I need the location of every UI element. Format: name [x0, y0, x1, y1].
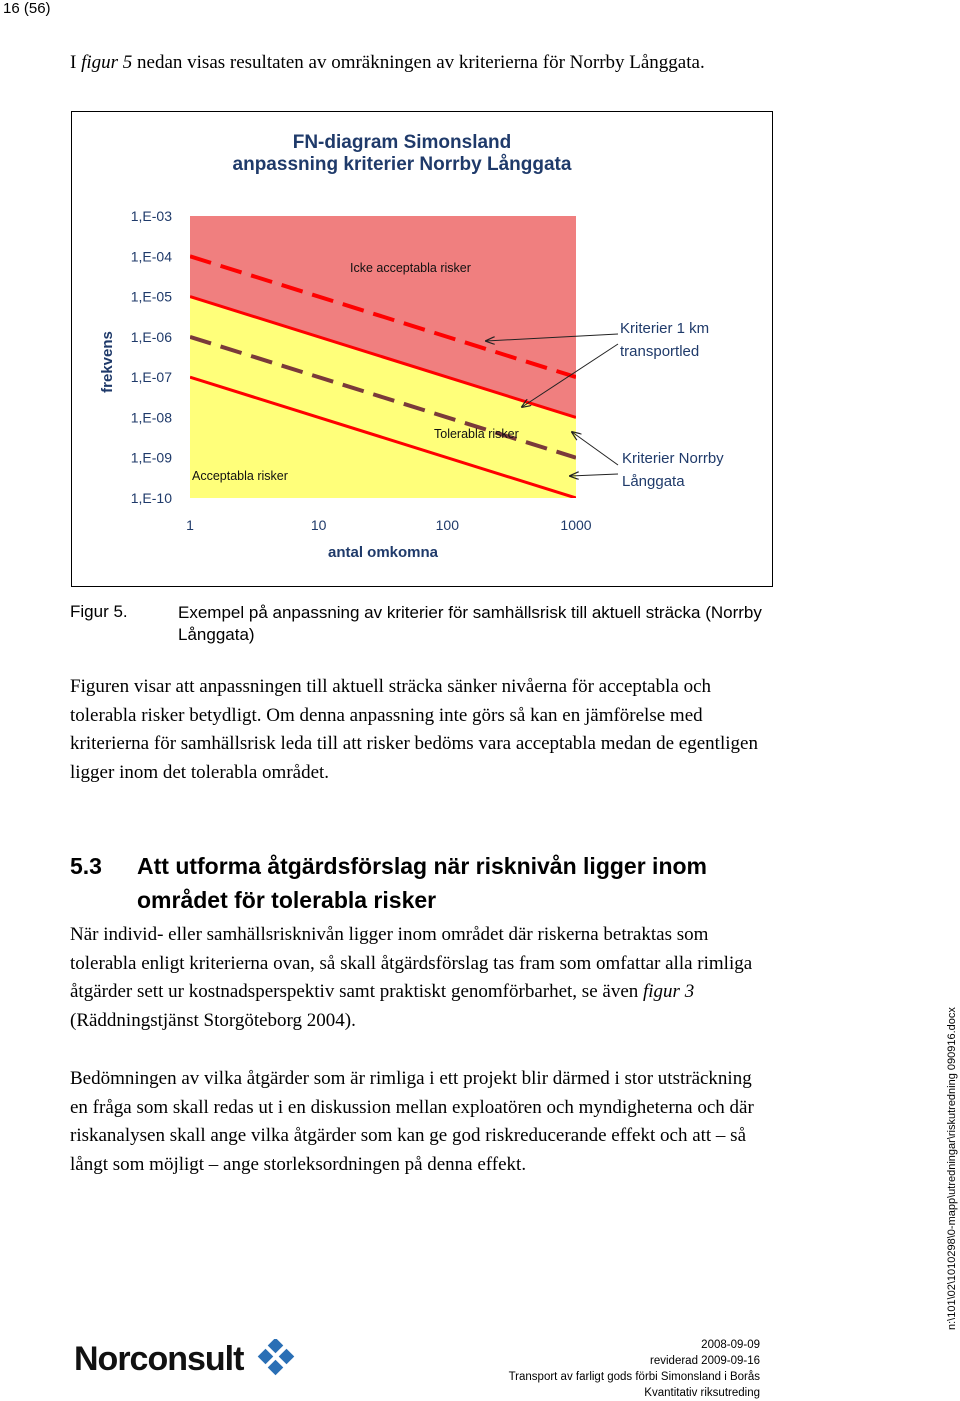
- footer-revised: reviderad 2009-09-16: [650, 1355, 760, 1367]
- caption-text: Exempel på anpassning av kriterier för samhällsrisk till aktuell sträcka (Norrby Långgata): [178, 603, 762, 644]
- annotation-1-line2: transportled: [620, 343, 700, 360]
- footer-date: 2008-09-09: [701, 1339, 760, 1351]
- annotation-2-arrow-a: [572, 432, 618, 465]
- y-tick-label: 1,E-03: [130, 208, 172, 224]
- x-tick-label: 1: [186, 517, 194, 533]
- y-tick-label: 1,E-07: [130, 369, 172, 386]
- annotation-2-line2: Långgata: [622, 473, 685, 490]
- y-tick-label: 1,E-05: [130, 288, 172, 305]
- logo-diamond-icon: [254, 1339, 298, 1379]
- fn-diagram: [72, 112, 772, 586]
- xlabel: antal omkomna: [327, 544, 439, 561]
- paragraph-1: Figuren visar att anpassningen till aktuell sträcka sänker nivåerna för acceptabla och tolerabla risker betydligt. Om denna anpassning inte görs så kan en jämförelse med kriterierna för samhällsrisk leda till att risker bedöms vara acceptabla medan de egentligen ligger inom det tolerabla området.: [70, 676, 758, 784]
- y-tick-label: 1,E-10: [130, 490, 172, 506]
- section-title: Att utforma åtgärdsförslag när risknivån ligger inom området för tolerabla risker: [137, 853, 707, 913]
- x-tick-label: 1000: [560, 517, 592, 533]
- paragraph-2-main: När individ- eller samhällsrisknivån ligger inom området där riskerna betraktas som tolerabla enligt kriterierna ovan, så skall åtgärdsförslag tas fram som omfattar alla rimliga åtgärder sett ur kostnadsperspektiv samt praktiskt genomförbarhet, se även: [70, 924, 753, 1003]
- x-tick-label: 100: [435, 517, 460, 533]
- logo-wordmark: Norconsult: [74, 1340, 244, 1378]
- caption-label: Figur 5.: [70, 602, 128, 621]
- intro-text: [70, 52, 705, 74]
- ylabel: frekvens: [99, 331, 116, 393]
- y-tick-label: 1,E-04: [130, 248, 172, 265]
- y-tick-label: 1,E-09: [130, 449, 172, 466]
- norconsult-logo: [74, 1337, 304, 1385]
- y-ticks: [131, 208, 172, 506]
- x-ticks: [186, 517, 592, 533]
- paragraph-2: [70, 921, 770, 1036]
- intro-after: nedan visas resultaten av omräkningen av kriterierna för Norrby Långgata.: [132, 52, 705, 73]
- footer-report-type: Kvantitativ riksutreding: [644, 1387, 760, 1399]
- y-tick-label: 1,E-08: [130, 409, 172, 426]
- intro-before: I: [70, 52, 82, 73]
- paragraph-3: Bedömningen av vilka åtgärder som är rimliga i ett projekt blir därmed i stor utsträckning en fråga som skall redas ut i en diskussion mellan exploatören och myndigheterna och där riskanalysen skall ange vilka åtgärder som kan ge god riskreducerande effekt och att – så långt som möjligt – ange storleksordningen på denna effekt.: [70, 1068, 754, 1176]
- figure-frame: [71, 111, 773, 587]
- chart-title-line1: FN-diagram Simonsland: [292, 132, 512, 153]
- footer-info: [460, 1337, 760, 1401]
- section-number: 5.3: [70, 853, 102, 879]
- zone-label-unacceptable: Icke acceptabla risker: [350, 261, 471, 275]
- paragraph-2-end: (Räddningstjänst Storgöteborg 2004).: [70, 1010, 356, 1032]
- zone-label-acceptable: Acceptabla risker: [192, 469, 288, 483]
- file-path-sidebar: n:\101\02\1010298\0-mapp\utredningar\riskutredning 090916.docx: [946, 1007, 958, 1330]
- x-tick-label: 10: [310, 517, 327, 533]
- footer-project: Transport av farligt gods förbi Simonsland i Borås: [508, 1371, 760, 1383]
- chart-title-line2: anpassning kriterier Norrby Långgata: [232, 154, 572, 175]
- annotation-1-line1: Kriterier 1 km: [620, 320, 710, 337]
- plot-area: [190, 216, 576, 498]
- figure-3-reference: figur 3: [643, 981, 695, 1003]
- annotation-2-line1: Kriterier Norrby: [622, 450, 724, 467]
- annotation-2-arrow-b: [570, 474, 618, 476]
- y-tick-label: 1,E-06: [130, 328, 172, 345]
- figure-reference: figur 5: [81, 52, 133, 73]
- zone-label-tolerable: Tolerabla risker: [434, 427, 519, 441]
- page-number: 16 (56): [3, 0, 51, 17]
